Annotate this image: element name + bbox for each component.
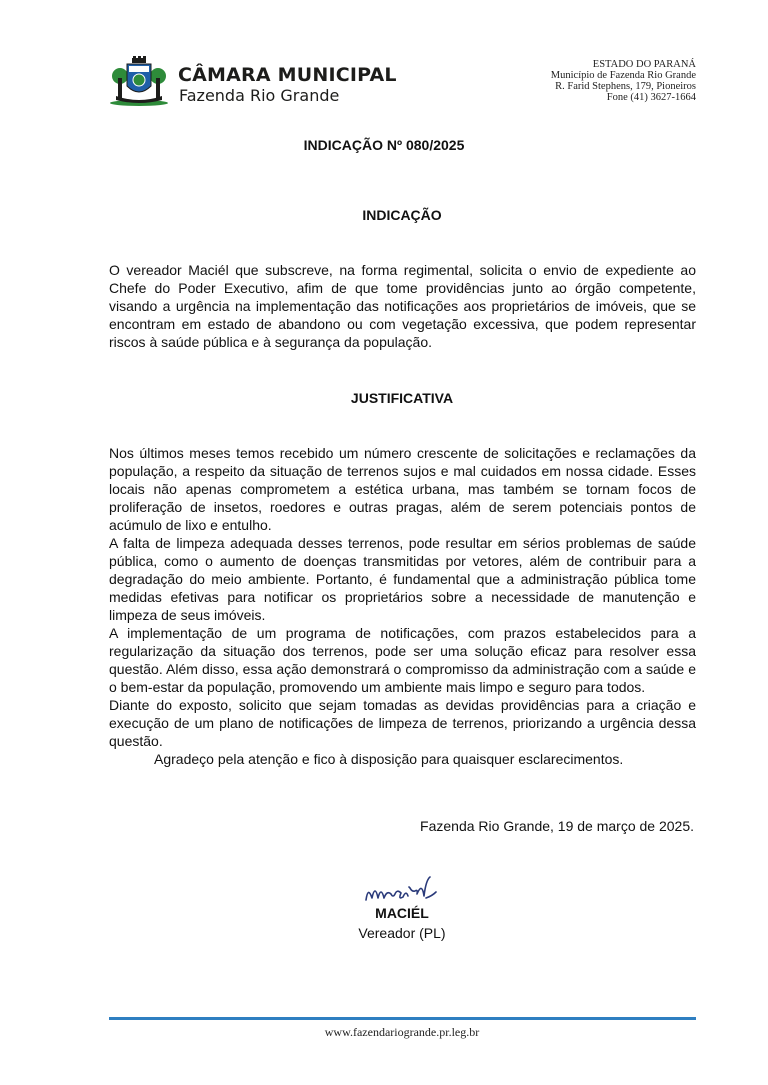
org-city: Fazenda Rio Grande <box>179 86 340 105</box>
justification-paragraph: A implementação de um programa de notificações, com prazos estabelecidos para a regularização da situação dos terrenos, pode ser uma solução eficaz para resolver essa questão. Além disso, essa ação demonstrará o compromisso da administração com a saúde e o bem-estar da população, promovendo um ambiente mais limpo e seguro para todos. <box>109 625 696 695</box>
justification-paragraph: Diante do exposto, solicito que sejam tomadas as devidas providências para a criação e execução de um plano de notificações de limpeza de terrenos, priorizando a urgência dessa questão. <box>109 697 696 749</box>
section-title-justificativa: JUSTIFICATIVA <box>350 390 454 406</box>
coat-of-arms-logo <box>108 56 170 106</box>
contact-address: R. Farid Stephens, 179, Pioneiros <box>555 81 696 92</box>
contact-state: ESTADO DO PARANÁ <box>592 59 696 70</box>
justification-paragraph: A falta de limpeza adequada desses terrenos, pode resultar em sérios problemas de saúde pública, como o aumento de doenças transmitidas por vetores, além de contribuir para a degradação do meio ambiente. Portanto, é fundamental que a administração pública tome medidas efetivas para notificar os proprietários sobre a necessidade de manutenção e limpeza de seus imóveis. <box>109 535 696 623</box>
justification-body <box>109 444 696 768</box>
footer-divider <box>109 1017 696 1020</box>
section-title-indicacao: INDICAÇÃO <box>362 207 442 223</box>
org-name: CÂMARA MUNICIPAL <box>178 64 397 86</box>
contact-phone: Fone (41) 3627-1664 <box>606 92 696 103</box>
contact-block <box>551 59 696 103</box>
signer-name: MACIÉL <box>375 905 429 921</box>
handwritten-signature <box>362 872 446 908</box>
footer-website: www.fazendariogrande.pr.leg.br <box>324 1025 480 1039</box>
justification-paragraph: Nos últimos meses temos recebido um número crescente de solicitações e reclamações da população, a respeito da situação de terrenos sujos e mal cuidados em nossa cidade. Esses locais não apenas comprometem a estética urbana, mas também se tornam focos de proliferação de insetos, roedores e outras pragas, além de serem potenciais pontos de acúmulo de lixo e entulho. <box>109 445 696 533</box>
letterhead <box>108 56 696 106</box>
place-date: Fazenda Rio Grande, 19 de março de 2025. <box>420 818 694 834</box>
signer-role: Vereador (PL) <box>358 925 446 941</box>
contact-municipality: Município de Fazenda Rio Grande <box>550 70 696 81</box>
document-number: INDICAÇÃO Nº 080/2025 <box>303 137 465 153</box>
indicacao-text: O vereador Maciél que subscreve, na forma regimental, solicita o envio de expediente ao Chefe do Poder Executivo, afim de que tome providências junto ao órgão competente, visando a urgência na implementação das notificações aos proprietários de imóveis, que se encontram em estado de abandono ou com vegetação excessiva, que podem representar riscos à saúde pública e à segurança da população. <box>109 262 696 350</box>
closing-sentence: Agradeço pela atenção e fico à disposição para quaisquer esclarecimentos. <box>154 751 624 767</box>
indicacao-paragraph <box>109 261 696 351</box>
